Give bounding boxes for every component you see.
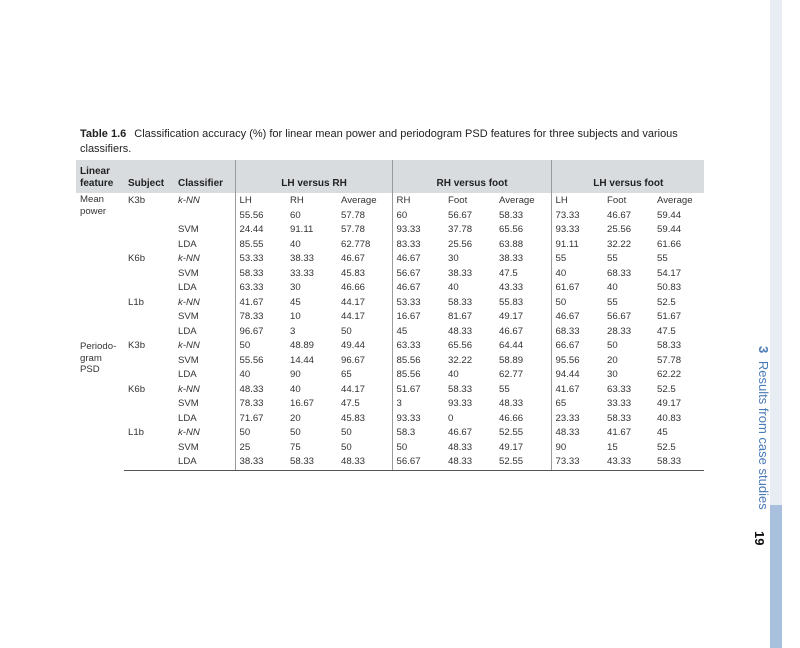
header-rh-vs-foot: RH versus foot [392,160,551,193]
value-cell: 40 [607,282,618,293]
value-cell: 62.77 [499,369,524,380]
value-cell: 52.5 [657,296,676,308]
value-cell: 48.33 [448,325,473,337]
subject-cell: K6b [128,383,146,395]
value-cell: 50 [235,339,286,354]
value-cell: 49.17 [499,311,524,322]
value-cell: 50.83 [657,282,682,293]
value-cell: 66.67 [551,339,603,354]
subject-cell [124,455,174,470]
value-cell: 60 [290,209,301,221]
value-cell: 55.83 [499,296,524,308]
feature-cell: Periodo-gram PSD [80,341,117,375]
value-cell: 20 [607,354,618,366]
value-cell: 44.17 [341,296,366,308]
value-cell: 43.33 [603,455,653,470]
subject-cell: L1b [128,427,145,438]
value-cell: 32.22 [607,238,632,250]
classifier-cell: SVM [178,441,199,453]
value-cell: 51.67 [657,311,682,322]
table-row [76,310,704,325]
value-cell: 55 [657,253,668,264]
value-cell: 65 [341,369,352,380]
subject-cell [124,281,174,296]
value-cell: 96.67 [341,354,366,366]
table-row [76,339,704,354]
subject-cell [124,397,174,412]
subject-cell [124,441,174,456]
header-lh-vs-foot: LH versus foot [551,160,704,193]
header-feature-line2: feature [80,178,114,189]
value-cell: 10 [290,311,301,322]
value-cell: 58.33 [607,412,632,424]
classifier-cell: SVM [178,398,199,409]
value-cell: 58.33 [448,383,473,395]
value-cell: RH [392,193,444,209]
value-cell: 50 [341,427,352,438]
value-cell: 59.44 [657,209,682,221]
classifier-cell: k-NN [178,427,200,438]
classifier-cell: LDA [174,455,235,470]
table-row [76,441,704,456]
value-cell: 40 [290,383,301,395]
table-row [76,325,704,340]
value-cell: 25.56 [607,224,632,235]
value-cell: 73.33 [551,455,603,470]
value-cell: 65.56 [499,224,524,235]
value-cell: 41.67 [551,383,603,398]
value-cell: 85.56 [392,368,444,383]
value-cell: 25.56 [448,238,473,250]
value-cell: 25 [235,441,286,456]
value-cell: Average [499,195,535,206]
value-cell: 40.83 [657,412,682,424]
classifier-cell: LDA [178,282,197,293]
subject-cell [124,267,174,282]
value-cell: 83.33 [392,238,444,253]
classifier-cell: k-NN [178,296,200,308]
page-number: 19 [752,531,767,546]
value-cell: 46.67 [499,325,524,337]
table-caption [80,127,680,157]
subject-cell [124,354,174,369]
table-row [76,281,704,296]
value-cell: 38.33 [499,253,524,264]
value-cell: 93.33 [551,223,603,238]
subject-cell: K3b [128,340,146,351]
value-cell: 48.33 [444,455,495,470]
table-row [76,296,704,311]
value-cell: 68.33 [607,267,632,279]
value-cell: 3 [290,325,296,337]
value-cell: 62.22 [657,369,682,380]
value-cell: 43.33 [499,282,524,293]
value-cell: 60 [392,209,444,224]
value-cell: 56.67 [448,209,473,221]
table-row [76,412,704,427]
value-cell: Foot [607,195,627,206]
value-cell: 40 [551,267,603,282]
value-cell: 16.67 [290,398,315,409]
subject-cell [124,325,174,340]
value-cell: 55 [551,252,603,267]
value-cell: 58.33 [286,455,337,470]
classifier-cell: SVM [178,224,199,235]
value-cell: 37.78 [448,224,473,235]
value-cell: 46.67 [392,252,444,267]
value-cell: 45 [392,325,444,340]
value-cell: 59.44 [657,224,682,235]
value-cell: 55 [499,383,510,395]
value-cell: 63.33 [392,339,444,354]
value-cell: Average [341,195,377,206]
value-cell: 91.11 [551,238,603,253]
value-cell: 50 [607,340,618,351]
value-cell: 73.33 [551,209,603,224]
classifier-cell: SVM [178,311,199,322]
value-cell: 61.67 [551,281,603,296]
value-cell: 95.56 [551,354,603,369]
value-cell: 71.67 [235,412,286,427]
table-row [76,223,704,238]
subject-cell [124,238,174,253]
value-cell: 58.89 [499,354,524,366]
value-cell: 30 [607,369,618,380]
value-cell: 53.33 [235,252,286,267]
value-cell: 90 [551,441,603,456]
value-cell: 45 [290,296,301,308]
table-row [76,252,704,267]
value-cell: 40 [448,369,459,380]
value-cell: 52.5 [657,441,676,453]
table-row [76,193,704,209]
value-cell: 48.33 [337,455,392,470]
value-cell: 57.78 [341,224,366,235]
value-cell: 46.66 [499,412,524,424]
value-cell: 28.33 [607,325,632,337]
classifier-cell: k-NN [178,383,200,395]
value-cell: 46.67 [551,310,603,325]
value-cell: 40 [235,368,286,383]
value-cell: 63.88 [499,238,524,250]
value-cell: 58.33 [657,340,682,351]
value-cell: 58.3 [392,426,444,441]
chapter-number: 3 [756,346,771,354]
value-cell: 46.67 [607,209,632,221]
value-cell: 46.67 [448,427,473,438]
value-cell: 57.78 [341,209,366,221]
classifier-cell: SVM [178,267,199,279]
value-cell: 41.67 [607,427,632,438]
value-cell: 78.33 [235,397,286,412]
table-row [76,368,704,383]
value-cell: 94.44 [551,368,603,383]
value-cell: 45 [657,427,668,438]
value-cell: 93.33 [392,223,444,238]
value-cell: 96.67 [235,325,286,340]
value-cell: 55.56 [235,354,286,369]
value-cell: 93.33 [392,412,444,427]
value-cell: 52.5 [657,383,676,395]
subject-cell [124,310,174,325]
value-cell: 47.5 [341,398,360,409]
value-cell: 52.55 [499,427,524,438]
value-cell: 50 [290,427,301,438]
value-cell: 40 [290,238,301,250]
table-row [76,267,704,282]
value-cell: RH [290,195,304,206]
value-cell: 50 [341,441,352,453]
value-cell: 32.22 [448,354,473,366]
value-cell: 50 [341,325,352,337]
table-row [76,397,704,412]
value-cell: 58.33 [448,296,473,308]
value-cell: 48.33 [499,398,524,409]
table-row [76,209,704,224]
value-cell: 16.67 [392,310,444,325]
table-header-row [76,160,704,193]
value-cell: 15 [607,441,618,453]
chapter-title: Results from case studies [756,360,771,510]
value-cell: 55.56 [235,209,286,224]
value-cell: 38.33 [448,267,473,279]
value-cell: 30 [448,253,459,264]
header-linear-feature [76,160,124,193]
header-lh-vs-rh: LH versus RH [235,160,392,193]
page-edge-tab-marker [770,505,782,648]
value-cell: 45.83 [341,267,366,279]
classifier-cell: LDA [178,325,197,337]
running-head [756,346,771,510]
table-row [76,426,704,441]
value-cell: 78.33 [235,310,286,325]
value-cell: 47.5 [499,267,518,279]
accuracy-table [76,160,704,471]
value-cell: 57.78 [657,354,682,366]
classifier-cell: k-NN [178,340,200,351]
value-cell: 33.33 [290,267,315,279]
classifier-cell: LDA [178,369,197,380]
value-cell: 48.33 [235,383,286,398]
value-cell: 93.33 [448,398,473,409]
value-cell: 85.56 [392,354,444,369]
value-cell: 55 [607,296,618,308]
value-cell: 46.67 [341,253,366,264]
value-cell: 50 [551,296,603,311]
value-cell: 41.67 [235,296,286,311]
value-cell: 20 [290,412,301,424]
classifier-cell: LDA [178,238,197,250]
value-cell: 56.67 [392,267,444,282]
value-cell: 56.67 [392,455,444,470]
subject-cell: K6b [128,253,146,264]
table-caption-text: Classification accuracy (%) for linear mean power and periodogram PSD features for three subjects and various classifiers. [80,128,678,155]
value-cell: 61.66 [657,238,682,250]
feature-cell: Mean power [80,194,107,217]
value-cell: 46.66 [341,282,366,293]
classifier-cell: SVM [178,354,199,366]
subject-cell [124,209,174,224]
classifier-cell: LDA [178,412,197,424]
value-cell: 0 [448,412,454,424]
value-cell: 62.778 [341,238,371,250]
value-cell: 50 [235,426,286,441]
value-cell: 48.33 [551,426,603,441]
table-label: Table 1.6 [80,128,127,140]
table-body [76,193,704,470]
subject-cell [124,412,174,427]
value-cell: 23.33 [551,412,603,427]
value-cell: 51.67 [392,383,444,398]
value-cell: 63.33 [235,281,286,296]
value-cell: 53.33 [392,296,444,311]
classifier-cell: k-NN [178,253,200,264]
value-cell: 65 [551,397,603,412]
value-cell: 48.33 [448,441,473,453]
value-cell: 48.89 [290,340,315,351]
value-cell: 85.55 [235,238,286,253]
value-cell: 50 [392,441,444,456]
value-cell: 3 [392,397,444,412]
table-row [76,383,704,398]
value-cell: 33.33 [607,398,632,409]
value-cell: 90 [290,369,301,380]
classifier-cell: k-NN [178,195,200,206]
value-cell: 52.55 [495,455,551,470]
table-row [76,238,704,253]
header-feature-line1: Linear [80,166,111,177]
subject-cell: L1b [128,296,145,308]
value-cell: 38.33 [235,455,286,470]
value-cell: 55 [607,253,618,264]
value-cell: LH [235,193,286,209]
value-cell: 47.5 [657,325,676,337]
value-cell: Foot [448,195,468,206]
value-cell: 63.33 [607,383,632,395]
value-cell: 91.11 [290,224,314,235]
value-cell: 38.33 [290,253,315,264]
value-cell: 75 [290,441,301,453]
value-cell: 44.17 [341,383,366,395]
value-cell: 24.44 [235,223,286,238]
subject-cell: K3b [128,195,146,206]
value-cell: 56.67 [607,311,632,322]
value-cell: 54.17 [657,267,682,279]
subject-cell [124,368,174,383]
table-row [76,455,704,470]
value-cell: 64.44 [499,340,524,351]
value-cell: 81.67 [448,311,473,322]
value-cell: 44.17 [341,311,366,322]
value-cell: 45.83 [341,412,366,424]
value-cell: 46.67 [392,281,444,296]
subject-cell [124,223,174,238]
value-cell: 49.17 [499,441,524,453]
value-cell: 14.44 [290,354,315,366]
value-cell: 58.33 [499,209,524,221]
classifier-cell [174,209,235,224]
header-classifier: Classifier [174,160,235,193]
value-cell: 68.33 [551,325,603,340]
value-cell: 40 [448,282,459,293]
value-cell: LH [551,193,603,209]
value-cell: 58.33 [235,267,286,282]
value-cell: 49.17 [657,398,682,409]
value-cell: Average [657,195,693,206]
table-row [76,354,704,369]
value-cell: 30 [290,282,301,293]
value-cell: 58.33 [653,455,704,470]
header-subject: Subject [124,160,174,193]
value-cell: 65.56 [448,340,473,351]
value-cell: 49.44 [341,340,366,351]
